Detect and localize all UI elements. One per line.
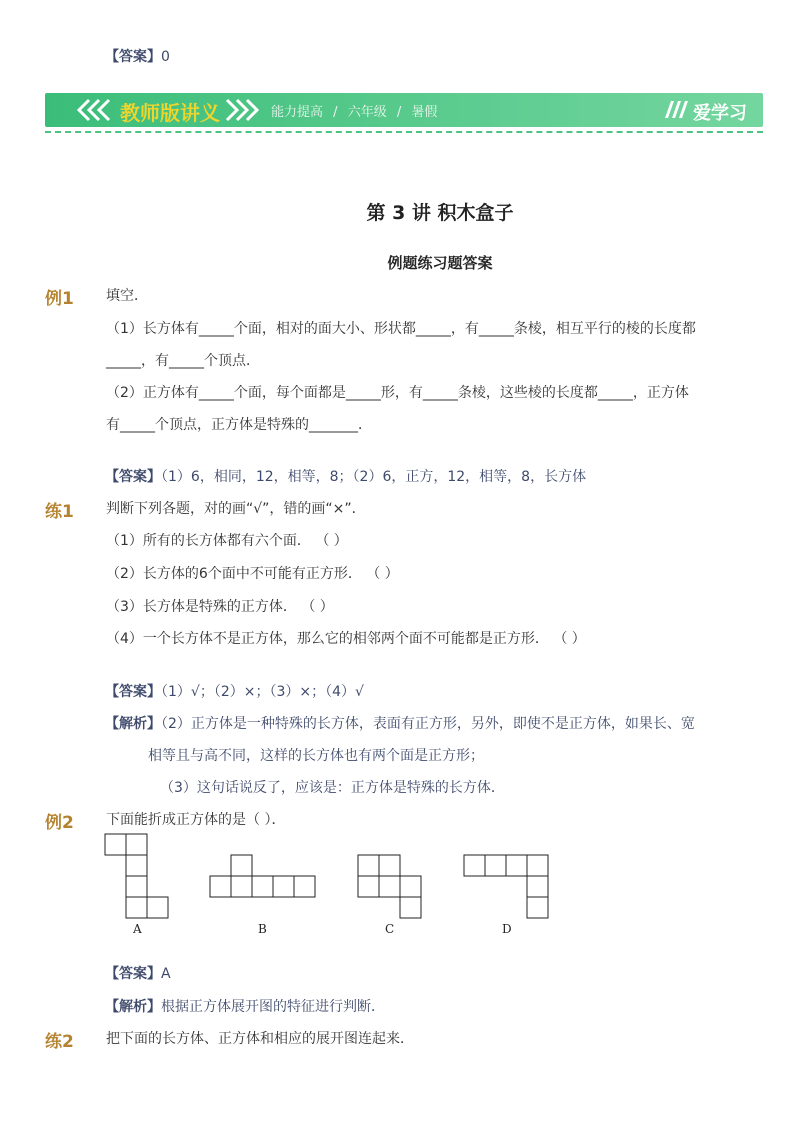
banner-dash-divider <box>45 131 763 133</box>
option-label-a: A <box>133 922 142 936</box>
net-square <box>126 855 147 876</box>
example-1-prompt: 填空． <box>106 288 148 304</box>
option-label-c: C <box>385 922 395 936</box>
answer-text: （1）6，相同，12，相等，8；（2）6，正方，12，相等，8，长方体 <box>161 469 587 485</box>
practice-1-analysis-2: 相等且与高不同，这样的长方体也有两个面是正方形； <box>148 748 484 764</box>
answer-value: 0 <box>161 49 170 65</box>
option-label-b: B <box>258 922 267 936</box>
cube-net-d <box>462 853 554 921</box>
crumb-3: 暑假 <box>411 105 438 120</box>
net-square <box>379 855 400 876</box>
example-2-prompt: 下面能折成正方体的是（ ）． <box>106 812 286 828</box>
crumb-separator: / <box>333 105 338 120</box>
practice-2-tag: 练2 <box>45 1032 74 1052</box>
net-square <box>126 834 147 855</box>
practice-1-answer <box>105 681 364 701</box>
example-2-answer <box>105 963 171 983</box>
example-1-answer <box>105 466 586 486</box>
example-1-line-1: （1）长方体有_____个面，相对的面大小、形状都_____，有_____条棱，相互平行的棱的长度都 <box>106 321 696 337</box>
example-2-tag: 例2 <box>45 813 74 833</box>
net-square <box>252 876 273 897</box>
analysis-label: 【解析】 <box>105 999 161 1015</box>
net-square <box>358 876 379 897</box>
crumb-separator: / <box>396 105 402 120</box>
net-square <box>485 855 506 876</box>
top-answer <box>105 46 170 66</box>
answer-label: 【答案】 <box>105 49 161 65</box>
answer-text: （1）√；（2）×；（3）×；（4）√ <box>161 684 364 700</box>
net-square <box>527 855 548 876</box>
net-square <box>231 855 252 876</box>
cube-net-c <box>356 853 426 921</box>
net-square <box>464 855 485 876</box>
analysis-text: （2）正方体是一种特殊的长方体，表面有正方形，另外，即使不是正方体，如果长、宽 <box>161 716 695 732</box>
net-square <box>210 876 231 897</box>
logo-icon <box>663 98 691 122</box>
net-square <box>400 876 421 897</box>
analysis-text: 根据正方体展开图的特征进行判断． <box>161 999 385 1015</box>
cube-net-a <box>103 832 173 922</box>
lesson-subtitle: 例题练习题答案 <box>387 254 493 272</box>
net-square <box>294 876 315 897</box>
answer-label: 【答案】 <box>105 966 161 982</box>
header-banner <box>45 93 763 135</box>
net-square <box>273 876 294 897</box>
option-label-d: D <box>502 922 512 936</box>
analysis-label: 【解析】 <box>105 716 161 732</box>
logo-text: 爱学习 <box>693 103 747 124</box>
practice-1-item-3: （3）长方体是特殊的正方体． （ ） <box>106 599 334 615</box>
answer-text: A <box>161 966 171 982</box>
net-square <box>379 876 400 897</box>
practice-2-prompt: 把下面的长方体、正方体和相应的展开图连起来． <box>106 1031 414 1047</box>
net-square <box>400 897 421 918</box>
net-square <box>126 897 147 918</box>
net-square <box>147 897 168 918</box>
net-square <box>105 834 126 855</box>
practice-1-item-4: （4）一个长方体不是正方体，那么它的相邻两个面不可能都是正方形． （ ） <box>106 631 586 647</box>
chevron-right-icon <box>223 98 271 122</box>
crumb-2: 六年级 <box>347 105 387 120</box>
example-1-line-2: _____，有_____个顶点． <box>106 353 260 369</box>
cube-net-b <box>208 853 320 899</box>
practice-1-tag: 练1 <box>45 502 74 522</box>
example-1-line-4: 有_____个顶点，正方体是特殊的_______． <box>106 417 372 433</box>
practice-1-item-2: （2）长方体的6个面中不可能有正方形． （ ） <box>106 566 399 582</box>
example-1-tag: 例1 <box>45 289 74 309</box>
banner-breadcrumb <box>271 101 437 120</box>
net-square <box>527 876 548 897</box>
example-2-analysis <box>105 996 385 1016</box>
chevron-left-icon <box>75 98 123 122</box>
net-square <box>358 855 379 876</box>
net-square <box>231 876 252 897</box>
answer-label: 【答案】 <box>105 684 161 700</box>
practice-1-analysis-3: （3）这句话说反了，应该是：正方体是特殊的长方体． <box>160 780 505 796</box>
answer-label: 【答案】 <box>105 469 161 485</box>
practice-1-prompt: 判断下列各题，对的画“√”，错的画“×”． <box>106 501 366 517</box>
crumb-1: 能力提高 <box>271 105 324 120</box>
practice-1-analysis-1 <box>105 713 695 733</box>
lesson-title: 第 3 讲 积木盒子 <box>366 202 514 224</box>
banner-title: 教师版讲义 <box>120 101 220 125</box>
practice-1-item-1: （1）所有的长方体都有六个面． （ ） <box>106 533 348 549</box>
net-square <box>126 876 147 897</box>
example-1-line-3: （2）正方体有_____个面，每个面都是_____形，有_____条棱，这些棱的长度都_____，正方体 <box>106 385 689 401</box>
net-square <box>527 897 548 918</box>
net-square <box>506 855 527 876</box>
